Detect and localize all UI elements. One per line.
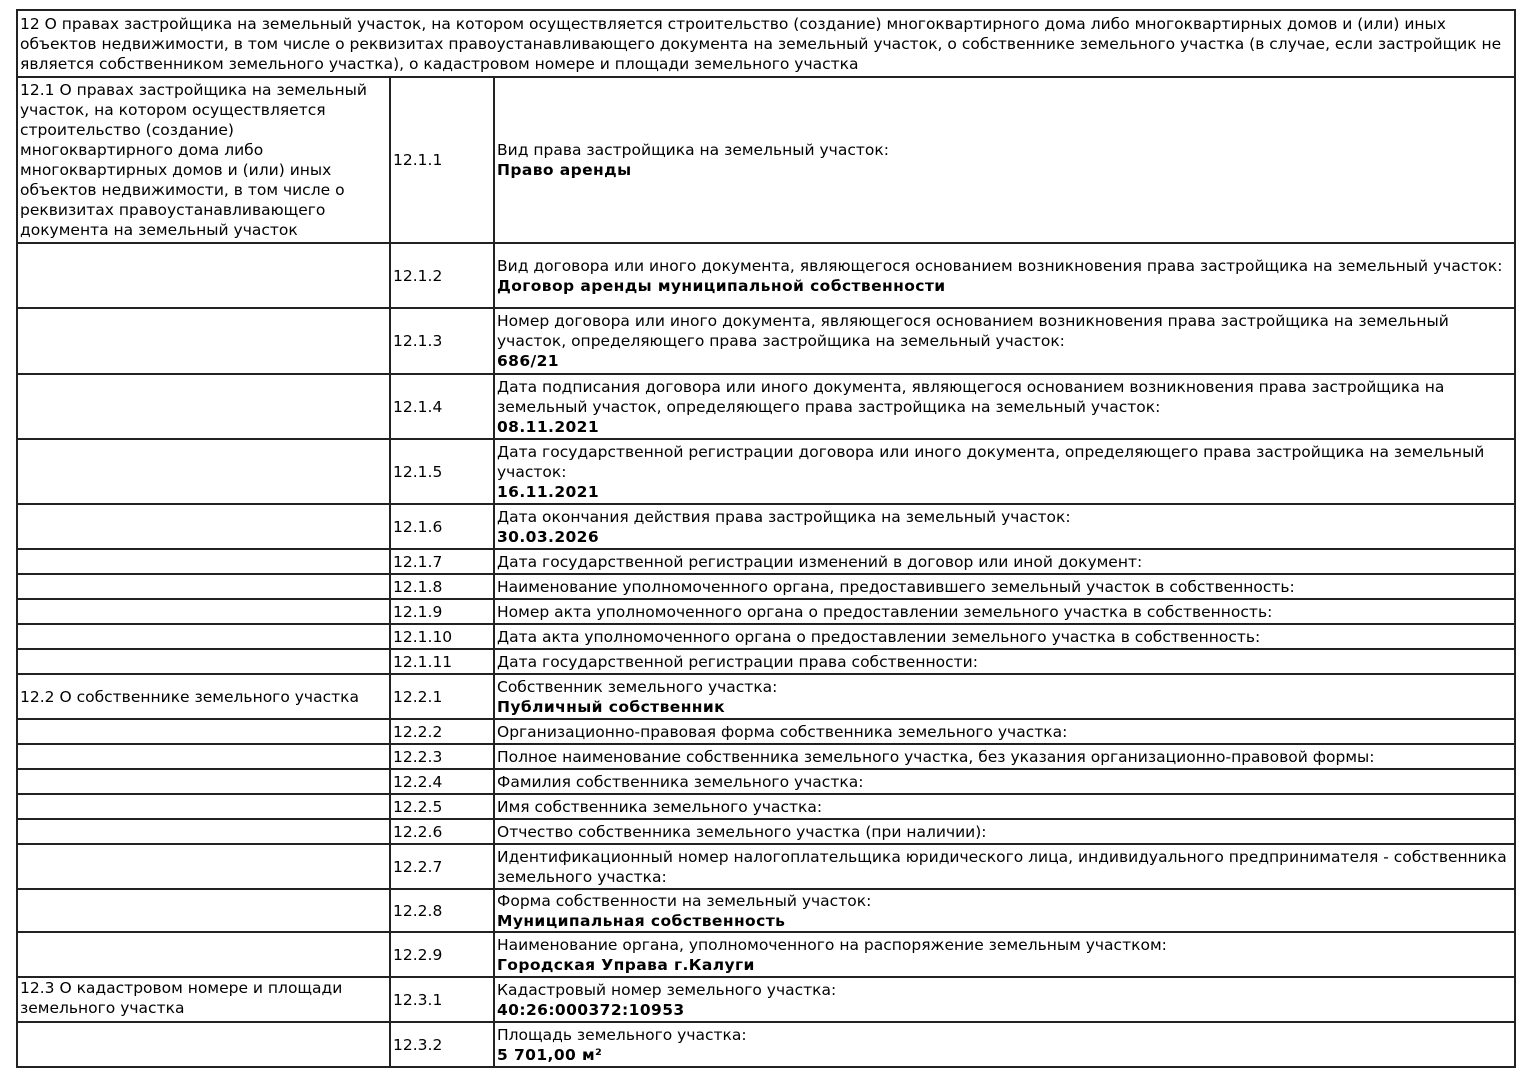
item-code: 12.2.9 — [390, 932, 494, 977]
item-code: 12.1.10 — [390, 624, 494, 649]
section-cell — [17, 819, 390, 844]
table-row — [17, 624, 1515, 649]
section-cell: 12.1 О правах застройщика на земельный участок, на котором осуществляется строительство (создание) многоквартирного дома либо многоквартирных домов и (или) иных объектов недвижимости, в том числе о реквизитах правоустанавливающего документа на земельный участок — [17, 77, 390, 243]
item-label: Дата государственной регистрации договора или иного документа, определяющего права застройщика на земельный участок: — [497, 442, 1485, 481]
table-row — [17, 819, 1515, 844]
item-content — [494, 719, 1515, 744]
item-label: Кадастровый номер земельного участка: — [497, 980, 837, 999]
section-cell — [17, 243, 390, 308]
section-12-title: 12 О правах застройщика на земельный участок, на котором осуществляется строительство (создание) многоквартирного дома либо многоквартирных домов и (или) иных объектов недвижимости, в том числе о реквизитах правоустанавливающего документа на земельный участок, о собственнике земельного участка (в случае, если застройщик не является собственником земельного участка), о кадастровом номере и площади земельного участка — [17, 10, 1515, 77]
item-label: Площадь земельного участка: — [497, 1025, 747, 1044]
item-content — [494, 819, 1515, 844]
item-content — [494, 624, 1515, 649]
item-code: 12.3.2 — [390, 1022, 494, 1067]
item-value: 08.11.2021 — [497, 417, 600, 436]
item-value: 30.03.2026 — [497, 527, 600, 546]
item-label: Идентификационный номер налогоплательщика юридического лица, индивидуального предпринимателя - собственника земельного участка: — [497, 847, 1507, 886]
land-rights-table — [16, 9, 1516, 1068]
item-content — [494, 308, 1515, 374]
item-code: 12.1.7 — [390, 549, 494, 574]
item-content — [494, 599, 1515, 624]
table-row — [17, 889, 1515, 932]
item-label: Наименование уполномоченного органа, предоставившего земельный участок в собственность: — [497, 577, 1295, 596]
item-code: 12.1.4 — [390, 374, 494, 439]
section-cell — [17, 719, 390, 744]
item-label: Отчество собственника земельного участка (при наличии): — [497, 822, 987, 841]
item-code: 12.1.2 — [390, 243, 494, 308]
table-row — [17, 439, 1515, 504]
table-row — [17, 674, 1515, 719]
item-label: Полное наименование собственника земельного участка, без указания организационно-правовой формы: — [497, 747, 1375, 766]
item-label: Дата окончания действия права застройщика на земельный участок: — [497, 507, 1071, 526]
item-code: 12.1.9 — [390, 599, 494, 624]
section-cell — [17, 504, 390, 549]
item-value: 40:26:000372:10953 — [497, 1000, 685, 1019]
item-code: 12.3.1 — [390, 977, 494, 1022]
section-cell — [17, 1022, 390, 1067]
table-row — [17, 844, 1515, 889]
item-label: Фамилия собственника земельного участка: — [497, 772, 864, 791]
table-header-row — [17, 10, 1515, 77]
item-value: 5 701,00 м² — [497, 1045, 603, 1064]
item-value: 686/21 — [497, 352, 559, 370]
item-content — [494, 932, 1515, 977]
item-code: 12.1.5 — [390, 439, 494, 504]
item-code: 12.1.3 — [390, 308, 494, 374]
item-content — [494, 439, 1515, 504]
item-content — [494, 549, 1515, 574]
item-content — [494, 374, 1515, 439]
table-row — [17, 649, 1515, 674]
item-value: Договор аренды муниципальной собственности — [497, 276, 946, 295]
section-cell — [17, 794, 390, 819]
item-label: Вид договора или иного документа, являющегося основанием возникновения права застройщика на земельный участок: — [497, 256, 1503, 275]
table-row — [17, 599, 1515, 624]
item-code: 12.1.11 — [390, 649, 494, 674]
table-row — [17, 1022, 1515, 1067]
table-row — [17, 794, 1515, 819]
table-row — [17, 549, 1515, 574]
item-label: Имя собственника земельного участка: — [497, 797, 823, 816]
item-value: Публичный собственник — [497, 697, 726, 716]
item-value: Право аренды — [497, 161, 632, 179]
table-row — [17, 932, 1515, 977]
item-content — [494, 794, 1515, 819]
item-value: 16.11.2021 — [497, 482, 600, 501]
item-code: 12.2.6 — [390, 819, 494, 844]
item-content — [494, 769, 1515, 794]
item-content — [494, 243, 1515, 308]
section-cell — [17, 549, 390, 574]
item-label: Собственник земельного участка: — [497, 677, 778, 696]
item-content — [494, 744, 1515, 769]
section-cell — [17, 599, 390, 624]
item-content — [494, 574, 1515, 599]
table-row — [17, 574, 1515, 599]
section-cell — [17, 744, 390, 769]
item-label: Вид права застройщика на земельный участок: — [497, 141, 889, 159]
item-content — [494, 649, 1515, 674]
item-content — [494, 504, 1515, 549]
section-cell — [17, 308, 390, 374]
table-row — [17, 504, 1515, 549]
item-value: Муниципальная собственность — [497, 911, 786, 930]
item-label: Номер акта уполномоченного органа о предоставлении земельного участка в собственность: — [497, 602, 1273, 621]
item-label: Форма собственности на земельный участок: — [497, 891, 872, 910]
table-row — [17, 719, 1515, 744]
item-content — [494, 889, 1515, 932]
item-code: 12.2.1 — [390, 674, 494, 719]
table-row — [17, 77, 1515, 243]
item-code: 12.1.8 — [390, 574, 494, 599]
item-content — [494, 844, 1515, 889]
table-row — [17, 308, 1515, 374]
section-cell — [17, 769, 390, 794]
item-label: Номер договора или иного документа, являющегося основанием возникновения права застройщика на земельный участок, определяющего права застройщика на земельный участок: — [497, 312, 1449, 350]
item-label: Дата государственной регистрации изменений в договор или иной документ: — [497, 552, 1143, 571]
item-code: 12.1.6 — [390, 504, 494, 549]
table-row — [17, 374, 1515, 439]
section-cell — [17, 624, 390, 649]
table-row — [17, 744, 1515, 769]
item-value: Городская Управа г.Калуги — [497, 955, 755, 974]
section-cell — [17, 374, 390, 439]
section-cell — [17, 844, 390, 889]
item-content — [494, 977, 1515, 1022]
item-code: 12.2.2 — [390, 719, 494, 744]
item-label: Дата акта уполномоченного органа о предоставлении земельного участка в собственность: — [497, 627, 1261, 646]
item-label: Организационно-правовая форма собственника земельного участка: — [497, 722, 1068, 741]
item-code: 12.2.5 — [390, 794, 494, 819]
table-row — [17, 977, 1515, 1022]
section-cell — [17, 439, 390, 504]
table-row — [17, 243, 1515, 308]
section-cell: 12.2 О собственнике земельного участка — [17, 674, 390, 719]
section-cell — [17, 649, 390, 674]
item-label: Наименование органа, уполномоченного на распоряжение земельным участком: — [497, 935, 1167, 954]
table-row — [17, 769, 1515, 794]
item-code: 12.1.1 — [390, 77, 494, 243]
item-label: Дата подписания договора или иного документа, являющегося основанием возникновения права застройщика на земельный участок, определяющего права застройщика на земельный участок: — [497, 377, 1445, 416]
item-label: Дата государственной регистрации права собственности: — [497, 652, 978, 671]
item-code: 12.2.7 — [390, 844, 494, 889]
item-content — [494, 1022, 1515, 1067]
section-cell — [17, 932, 390, 977]
item-code: 12.2.8 — [390, 889, 494, 932]
section-cell: 12.3 О кадастровом номере и площади земельного участка — [17, 977, 390, 1022]
item-code: 12.2.3 — [390, 744, 494, 769]
section-cell — [17, 574, 390, 599]
item-code: 12.2.4 — [390, 769, 494, 794]
section-cell — [17, 889, 390, 932]
item-content — [494, 674, 1515, 719]
item-content — [494, 77, 1515, 243]
